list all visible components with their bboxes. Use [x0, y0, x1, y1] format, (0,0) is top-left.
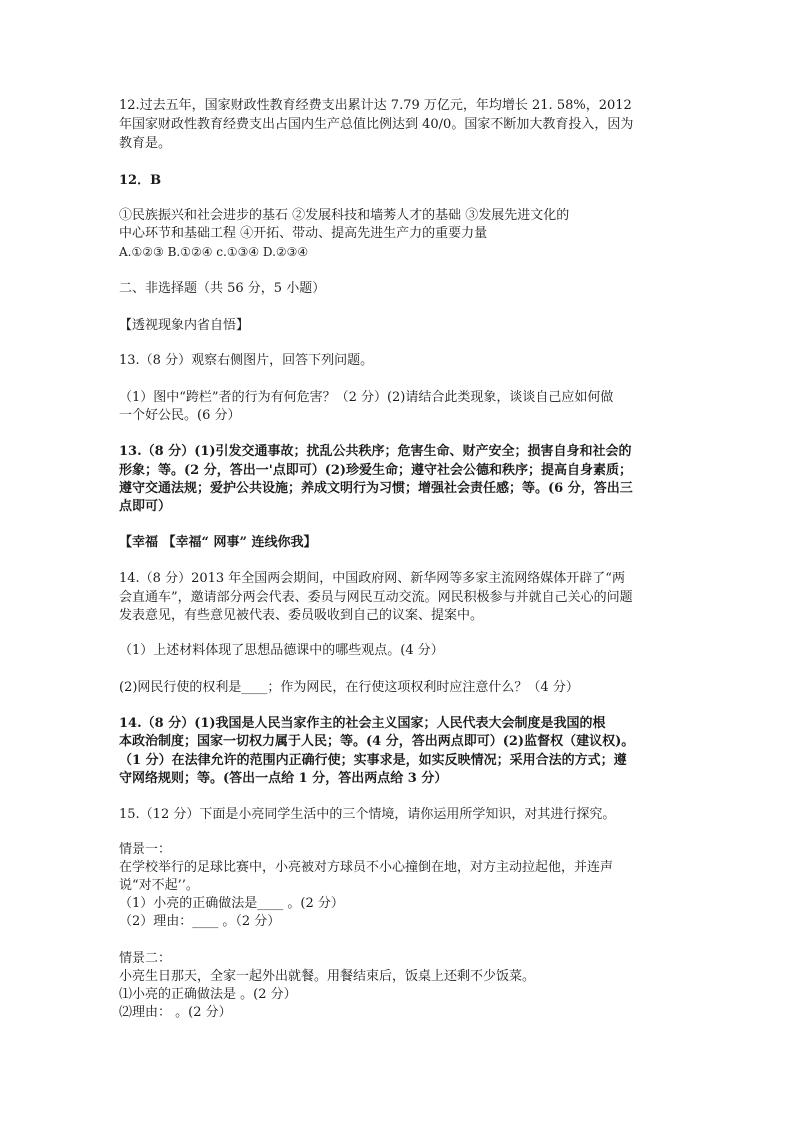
q15-scene-1-question-2: （2）理由：____ 。（2 分） [119, 914, 281, 929]
q15-scene-1-text-line-2: 说“对不起’’。 [119, 878, 199, 893]
q12-answer: 12．B [119, 173, 162, 188]
theme-title-2: 【幸福 【幸福“ 网事” 连线你我】 [119, 535, 317, 550]
q13-answer-line-2: 形象；等。(2 分，答出一'点即可）(2)珍爱生命；遵守社会公德和秩序；提高自身素质； [119, 463, 633, 478]
q13-answer-line-1: 13.（8 分）(1)引发交通事故；扰乱公共秩序；危害生命、财产安全；损害自身和社会的 [119, 444, 632, 459]
q12-stem-line-2: 年国家财政性教育经费支出占国内生产总值比例达到 40/0。国家不断加大教育投入，因为 [119, 117, 634, 132]
q14-answer-line-2: 本政治制度；国家一切权力属于人民；等。(4 分，答出两点即可）(2)监督权（建议权)。 [119, 734, 635, 749]
q15-scene-1-question-1: （1）小亮的正确做法是____ 。(2 分） [119, 896, 344, 911]
q14-stem-line-3: 发表意见，有些意见被代表、委员吸收到自己的议案、提案中。 [119, 608, 484, 623]
q13-stem: 13.（8 分）观察右侧图片，回答下列问题。 [119, 353, 374, 368]
q15-scene-2-question-2: ⑵理由： 。(2 分） [119, 1005, 232, 1020]
q14-stem-line-2: 会直通车”，邀请部分两会代表、委员与网民互动交流。网民积极参与并就自己关心的问题 [119, 590, 633, 605]
q15-scene-2-title: 情景二： [119, 951, 172, 966]
q12-option-line-1: ①民族振兴和社会进步的基石 ②发展科技和墙莠人才的基础 ③发展先进文化的 [119, 208, 570, 223]
q15-scene-1-text-line-1: 在学校举行的足球比赛中，小亮被对方球员不小心撞倒在地，对方主动拉起他，并连声 [119, 860, 614, 875]
q15-scene-1-title: 情景一： [119, 842, 172, 857]
q12-stem-line-1: 12.过去五年，国家财政性教育经费支出累计达 7.79 万亿元，年均增长 21. 58%，2012 [119, 98, 632, 113]
q13-answer-line-4: 点即可） [119, 499, 172, 514]
q12-stem-line-3: 教育是。 [119, 136, 172, 151]
q14-sub-2: (2)网民行使的权利是____；作为网民，在行使这项权利时应注意什么？（4 分） [119, 680, 579, 695]
q14-stem-line-1: 14.（8 分）2013 年全国两会期间，中国政府网、新华网等多家主流网络媒体开辟了“两 [119, 571, 625, 586]
section-title: 二、非选择题（共 56 分，5 小题） [119, 281, 326, 296]
q12-option-line-2: 中心环节和基础工程 ④开拓、带动、提高先进生产力的重要力量 [119, 226, 488, 241]
q13-sub-line-1: （1）图中“跨栏”者的行为有何危害？（2 分）(2)请结合此类现象，谈谈自己应如何做 [119, 390, 614, 405]
theme-title-1: 【透视现象内省自悟】 [119, 318, 250, 333]
q14-answer-line-1: 14.（8 分）(1)我国是人民当家作主的社会主义国家；人民代表大会制度是我国的根 [119, 716, 606, 731]
q13-answer-line-3: 遵守交通法规；爱护公共设施；养成文明行为习惯；增强社会责任感；等。(6 分，答出三 [119, 481, 633, 496]
q14-answer-line-4: 守网络规则；等。(答出一点给 1 分，答出两点给 3 分） [119, 771, 448, 786]
q14-sub-1: （1）上述材料体现了思想品德课中的哪些观点。(4 分） [119, 643, 444, 658]
q15-stem: 15.（12 分）下面是小亮同学生活中的三个情境，请你运用所学知识，对其进行探究。 [119, 807, 616, 822]
q13-sub-line-2: 一个好公民。(6 分） [119, 408, 241, 423]
q15-scene-2-question-1: ⑴小亮的正确做法是 。(2 分） [119, 987, 297, 1002]
q14-answer-line-3: （1 分）在法律允许的范围内正确行使；实事求是，如实反映情况；采用合法的方式；遵 [119, 753, 627, 768]
q15-scene-2-text: 小亮生日那天，全家一起外出就餐。用餐结束后，饭桌上还剩不少饭菜。 [119, 969, 536, 984]
q12-choices: A.①②③ B.①②④ c.①③④ D.②③④ [119, 245, 309, 259]
